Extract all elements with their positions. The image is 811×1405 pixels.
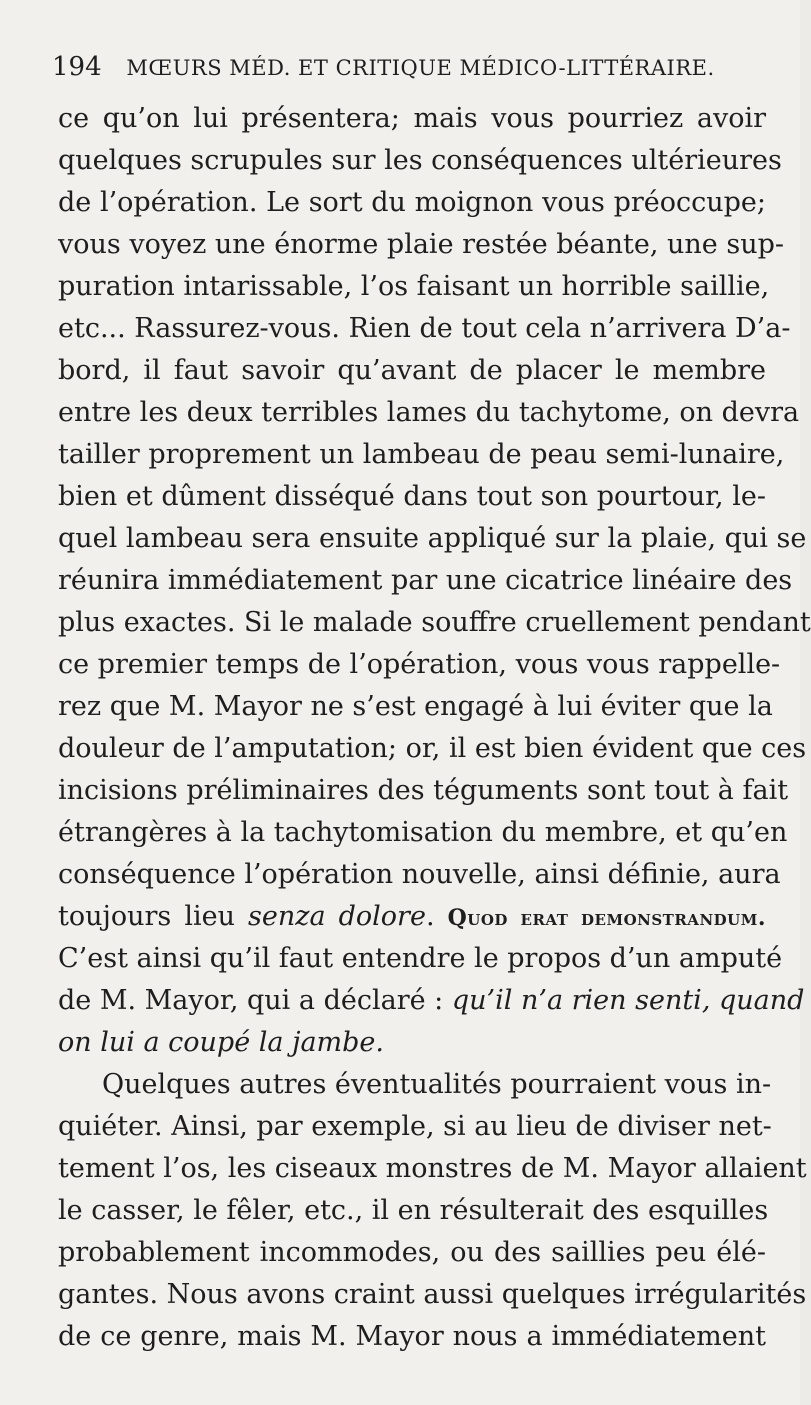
running-title: MŒURS MÉD. ET CRITIQUE MÉDICO-LITTÉRAIRE. [126,56,715,80]
text-line: quiéter. Ainsi, par exemple, si au lieu de diviser net- [58,1111,772,1142]
text-line: douleur de l’amputation; or, il est bien évident que ces [58,733,807,764]
text-run: toujours lieu [58,901,249,932]
text-line: Quelques autres éventualités pourraient vous in- [102,1069,772,1100]
text-line: bien et dûment disséqué dans tout son pourtour, le- [58,481,766,512]
text-line: le casser, le fêler, etc., il en résulterait des esquilles [58,1195,769,1226]
small-caps-phrase: Quod erat demonstrandum. [447,905,767,931]
text-line: plus exactes. Si le malade souffre cruellement pendant [58,607,811,638]
text-line: gantes. Nous avons craint aussi quelques irrégularités [58,1279,807,1310]
text-line: tailler proprement un lambeau de peau semi-lunaire, [58,439,785,470]
italic-phrase: senza dolore [248,901,426,932]
text-line: vous voyez une énorme plaie restée béante, une sup- [58,229,784,260]
text-run: de M. Mayor, qui a déclaré : [58,985,452,1016]
text-line: quelques scrupules sur les conséquences ultérieures [58,145,782,176]
text-line: entre les deux terribles lames du tachytome, on devra [58,397,800,428]
text-line: réunira immédiatement par une cicatrice linéaire des [58,565,793,596]
text-line: de ce genre, mais M. Mayor nous a immédiatement [58,1321,766,1352]
text-line: on lui a coupé la jambe. [58,1027,384,1058]
text-line: étrangères à la tachytomisation du membre, et qu’en [58,817,788,848]
page-number: 194 [52,52,102,82]
text-run: . [425,901,448,932]
body-text [58,98,811,1358]
text-line: probablement incommodes, ou des saillies peu élé- [58,1237,766,1268]
text-line [58,980,805,1022]
text-line: quel lambeau sera ensuite appliqué sur la plaie, qui se [58,523,807,554]
italic-quote: qu’il n’a rien senti, quand [451,985,805,1016]
page-header [52,52,752,83]
text-line: C’est ainsi qu’il faut entendre le propos d’un amputé [58,943,783,974]
text-line: etc... Rassurez-vous. Rien de tout cela n’arrivera D’a- [58,313,791,344]
text-line: tement l’os, les ciseaux monstres de M. Mayor allaient [58,1153,807,1184]
text-line: rez que M. Mayor ne s’est engagé à lui éviter que la [58,691,773,722]
text-line: ce premier temps de l’opération, vous vous rappelle- [58,649,781,680]
text-line: ce qu’on lui présentera; mais vous pourriez avoir [58,103,766,134]
text-line [58,896,766,938]
text-line: puration intarissable, l’os faisant un horrible saillie, [58,271,770,302]
text-line: bord, il faut savoir qu’avant de placer le membre [58,355,766,386]
text-line: conséquence l’opération nouvelle, ainsi définie, aura [58,859,781,890]
text-line: de l’opération. Le sort du moignon vous préoccupe; [58,187,766,218]
text-line: incisions préliminaires des téguments sont tout à fait [58,775,789,806]
